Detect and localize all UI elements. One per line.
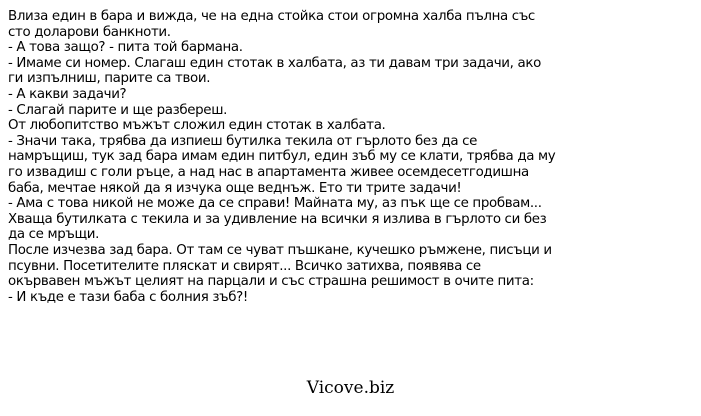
text-line: - Значи така, трябва да изпиеш бутилка текила от гърлото без да се [8, 133, 478, 149]
text-line: - А какви задачи? [8, 86, 127, 102]
text-line: - Слагай парите и ще разбереш. [8, 102, 227, 118]
text-line: псувни. Посетителите пляскат и свирят... Всичко затихва, появява се [8, 258, 481, 274]
text-line: сто доларови банкноти. [8, 24, 171, 40]
text-line: - Имаме си номер. Слагаш един стотак в халбата, аз ти давам три задачи, ако [8, 55, 541, 71]
text-line: намръщиш, тук зад бара имам един питбул, един зъб му се клати, трябва да му [8, 149, 556, 165]
text-line: ги изпълниш, парите са твои. [8, 71, 211, 87]
text-line: - А това защо? - пита той бармана. [8, 40, 243, 56]
text-line: да се мръщи. [8, 227, 100, 243]
text-line: - И къде е тази баба с болния зъб?! [8, 289, 248, 305]
text-line: баба, мечтае някой да я изчука още веднъж. Ето ти трите задачи! [8, 180, 462, 196]
text-line: Хваща бутилката с текила и за удивление на всички я излива в гърлото си без [8, 211, 547, 227]
text-line: Влиза един в бара и вижда, че на една стойка стои огромна халба пълна със [8, 9, 535, 24]
text-line: го извадиш с голи ръце, а над нас в апартамента живее осемдесетгодишна [8, 164, 529, 180]
text-line: окървавен мъжът целият на парцали и със страшна решимост в очите пита: [8, 274, 534, 290]
joke-text [8, 9, 698, 305]
text-line: От любопитство мъжът сложил един стотак в халбата. [8, 118, 386, 134]
text-line: - Ама с това никой не може да се справи! Майната му, аз пък ще се пробвам... [8, 196, 542, 212]
site-name: Vicove.biz [306, 378, 395, 398]
text-line: После изчезва зад бара. От там се чуват пъшкане, кучешко ръмжене, писъци и [8, 242, 552, 258]
